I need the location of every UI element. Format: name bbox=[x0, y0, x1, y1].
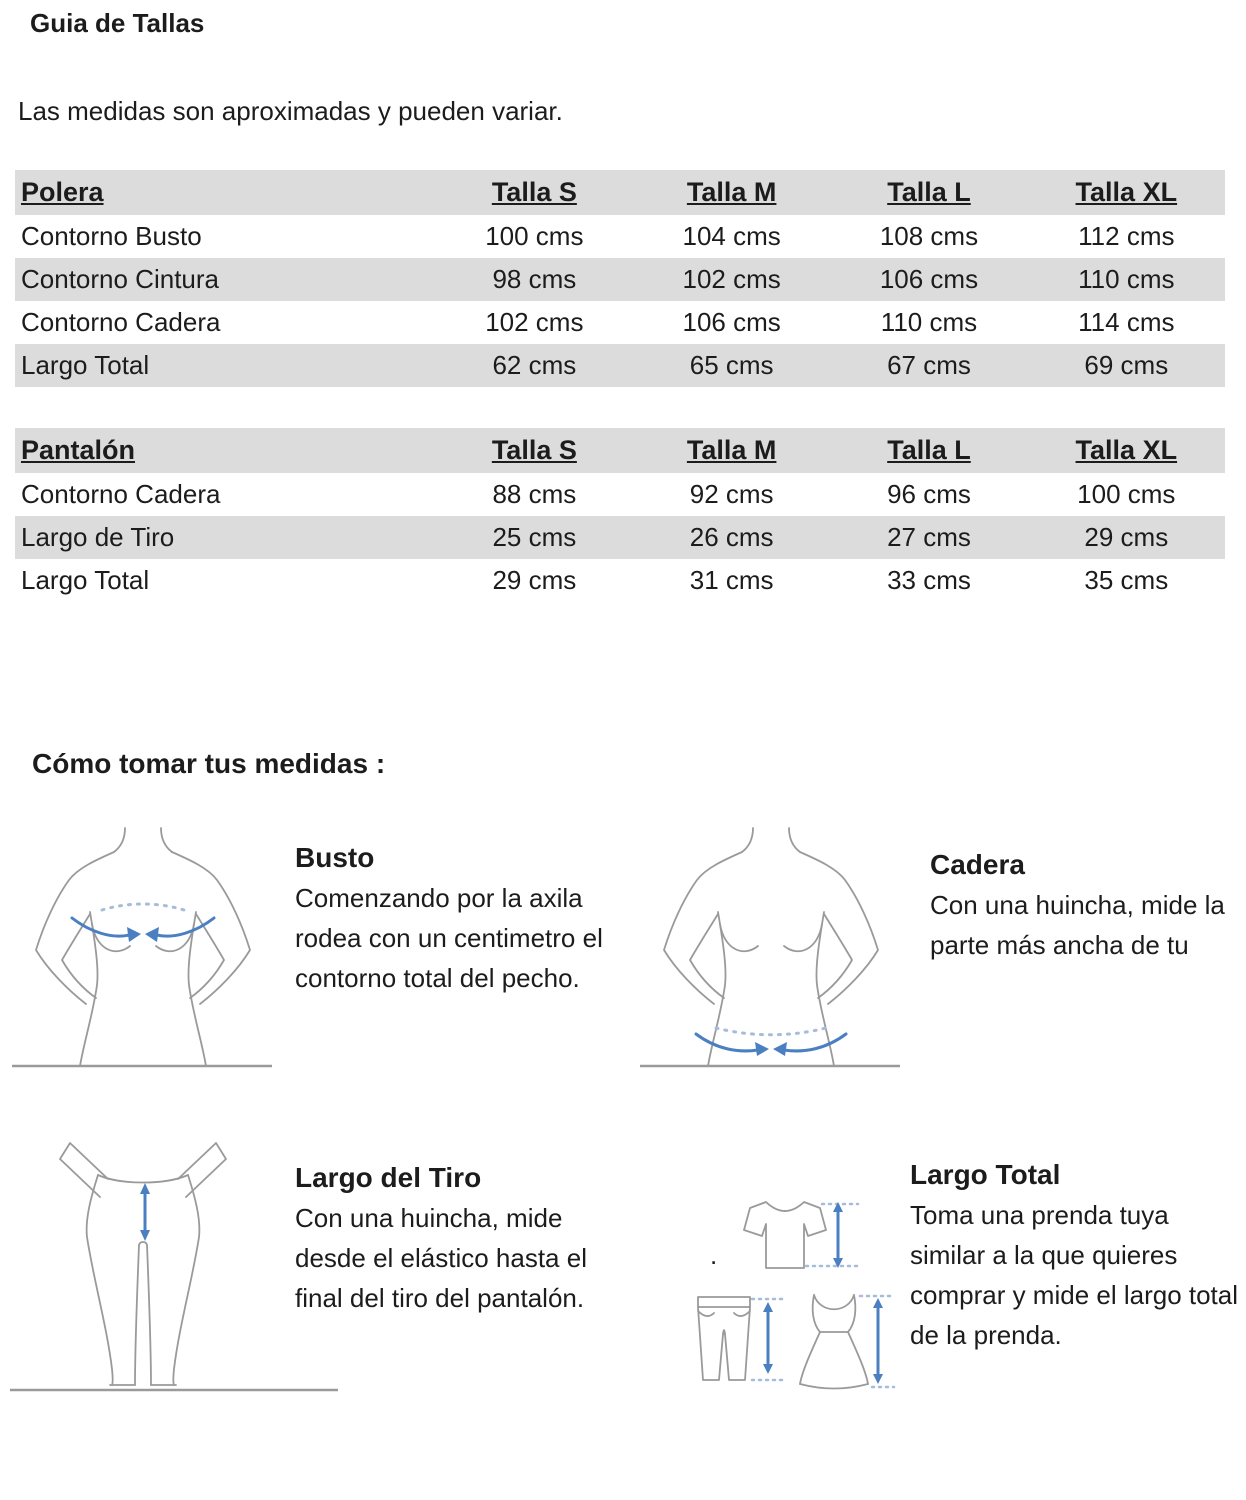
row-label: Contorno Busto bbox=[21, 221, 202, 251]
table-row bbox=[15, 559, 1225, 602]
cell: 114 cms bbox=[1078, 307, 1175, 337]
female-torso-outline bbox=[36, 828, 250, 1066]
cadera-measure-figure bbox=[636, 822, 904, 1072]
cell: 96 cms bbox=[887, 479, 971, 509]
cell: 29 cms bbox=[1084, 522, 1169, 552]
section-text-line: Con una huincha, mide bbox=[295, 1203, 563, 1233]
column-header-talla-s: Talla S bbox=[491, 177, 577, 207]
column-header-polera: Polera bbox=[21, 177, 104, 207]
cell: 67 cms bbox=[887, 350, 971, 380]
polera-size-table bbox=[15, 170, 1225, 387]
how-to-heading: Cómo tomar tus medidas : bbox=[32, 748, 386, 779]
row-label: Largo de Tiro bbox=[21, 522, 175, 552]
section-heading: Largo Total bbox=[910, 1159, 1061, 1190]
cell: 88 cms bbox=[492, 479, 577, 509]
section-text-line: parte más ancha de tu bbox=[930, 930, 1189, 960]
column-header-talla-l: Talla L bbox=[887, 177, 971, 207]
cell: 112 cms bbox=[1078, 221, 1175, 251]
cell: 110 cms bbox=[880, 307, 978, 337]
cell: 33 cms bbox=[887, 565, 971, 595]
cell: 106 cms bbox=[879, 264, 979, 294]
section-largo-tiro bbox=[295, 1158, 587, 1318]
cell: 62 cms bbox=[492, 350, 577, 380]
hip-measure-arrows-icon bbox=[696, 1028, 846, 1056]
cell: 31 cms bbox=[689, 565, 774, 595]
section-heading: Largo del Tiro bbox=[295, 1162, 482, 1193]
section-largo-total bbox=[910, 1155, 1238, 1355]
cell: 29 cms bbox=[492, 565, 577, 595]
section-text-line: final del tiro del pantalón. bbox=[295, 1283, 585, 1313]
cell: 25 cms bbox=[492, 522, 577, 552]
table-row bbox=[15, 301, 1225, 344]
section-text-line: comprar y mide el largo total bbox=[910, 1280, 1239, 1310]
cell: 27 cms bbox=[887, 522, 971, 552]
cell: 35 cms bbox=[1084, 565, 1169, 595]
cell: 102 cms bbox=[485, 307, 584, 337]
cell: 100 cms bbox=[1077, 479, 1176, 509]
legs-pants-outline bbox=[60, 1143, 226, 1385]
section-heading: Cadera bbox=[930, 849, 1025, 880]
female-torso-outline bbox=[664, 828, 878, 1066]
table-row bbox=[15, 516, 1225, 559]
cell: 98 cms bbox=[492, 264, 577, 294]
table-row bbox=[15, 258, 1225, 301]
section-text-line: rodea con un centimetro el bbox=[295, 923, 603, 953]
section-text-line: Comenzando por la axila bbox=[295, 883, 583, 913]
row-label: Largo Total bbox=[21, 565, 150, 595]
pants-length-arrow-icon bbox=[752, 1299, 784, 1380]
cell: 92 cms bbox=[689, 479, 774, 509]
cell: 110 cms bbox=[1078, 264, 1175, 294]
cell: 104 cms bbox=[682, 221, 781, 251]
cell: 106 cms bbox=[682, 307, 781, 337]
largo-total-measure-figure bbox=[688, 1192, 898, 1397]
polera-header-row bbox=[15, 170, 1225, 215]
section-text-line: similar a la que quieres bbox=[910, 1240, 1178, 1270]
column-header-talla-s: Talla S bbox=[491, 435, 577, 465]
cell: 108 cms bbox=[879, 221, 979, 251]
page-subtitle: Las medidas son aproximadas y pueden variar. bbox=[18, 96, 563, 126]
page-title: Guia de Tallas bbox=[30, 8, 205, 38]
stray-dot: . bbox=[710, 1240, 718, 1270]
section-heading: Busto bbox=[295, 842, 375, 873]
section-text-line: contorno total del pecho. bbox=[295, 963, 580, 993]
section-busto bbox=[295, 838, 603, 998]
busto-measure-figure bbox=[8, 822, 276, 1072]
largo-tiro-measure-figure bbox=[8, 1135, 340, 1395]
column-header-talla-m: Talla M bbox=[686, 435, 777, 465]
section-text-line: de la prenda. bbox=[910, 1320, 1062, 1350]
section-cadera bbox=[930, 845, 1225, 965]
table-row bbox=[15, 215, 1225, 258]
column-header-pantalon: Pantalón bbox=[21, 435, 136, 465]
table-row bbox=[15, 344, 1225, 387]
section-text-line: desde el elástico hasta el bbox=[295, 1243, 587, 1273]
column-header-talla-xl: Talla XL bbox=[1075, 177, 1178, 207]
table-row bbox=[15, 473, 1225, 516]
tshirt-icon bbox=[744, 1202, 826, 1268]
row-label: Contorno Cadera bbox=[21, 479, 221, 509]
row-label: Contorno Cadera bbox=[21, 307, 221, 337]
pants-icon bbox=[698, 1297, 750, 1380]
cell: 65 cms bbox=[689, 350, 774, 380]
column-header-talla-l: Talla L bbox=[887, 435, 971, 465]
row-label: Largo Total bbox=[21, 350, 150, 380]
section-text-line: Toma una prenda tuya bbox=[910, 1200, 1169, 1230]
cell: 100 cms bbox=[485, 221, 584, 251]
crotch-length-arrow-icon bbox=[140, 1183, 150, 1241]
column-header-talla-m: Talla M bbox=[686, 177, 777, 207]
column-header-talla-xl: Talla XL bbox=[1075, 435, 1178, 465]
row-label: Contorno Cintura bbox=[21, 264, 219, 294]
section-text-line: Con una huincha, mide la bbox=[930, 890, 1225, 920]
pantalon-header-row bbox=[15, 428, 1225, 473]
dress-icon bbox=[800, 1295, 868, 1389]
pantalon-size-table bbox=[15, 428, 1225, 602]
cell: 69 cms bbox=[1084, 350, 1169, 380]
cell: 26 cms bbox=[689, 522, 774, 552]
cell: 102 cms bbox=[682, 264, 781, 294]
